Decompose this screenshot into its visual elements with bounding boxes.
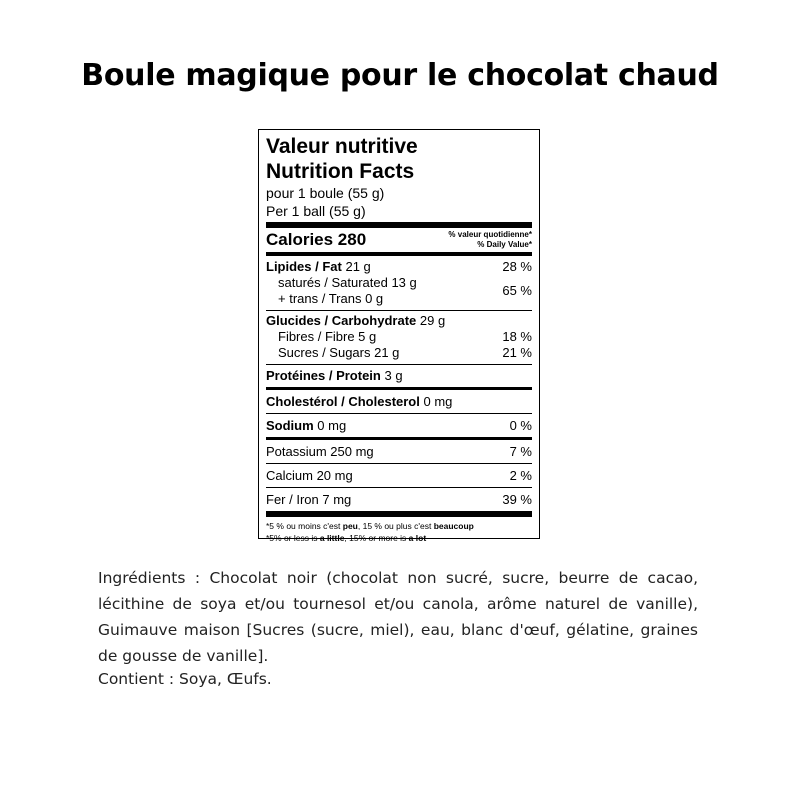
calcium-row	[266, 463, 532, 487]
ingredients-text: Ingrédients : Chocolat noir (chocolat non sucré, sucre, beurre de cacao, lécithine de soya et/ou tournesol et/ou canola, arôme naturel de vanille), Guimauve maison [Sucres (sucre, miel), eau, blanc d'œuf, gélatine, graines de gousse de vanille].	[98, 569, 698, 665]
dv-header-en: % Daily Value*	[477, 240, 532, 249]
fibre-label: Fibres / Fibre 5 g	[278, 329, 377, 344]
page-title: Boule magique pour le chocolat chaud	[81, 58, 719, 93]
footnote-fr: *5 % ou moins c'est peu, 15 % ou plus c'est beaucoup	[266, 521, 474, 531]
sodium-dv: 0 %	[509, 418, 532, 433]
potassium-label: Potassium 250 mg	[266, 444, 374, 459]
sugars-row	[266, 345, 532, 364]
footnote-en: *5% or less is a little, 15% or more is a lot	[266, 533, 427, 543]
calcium-dv: 2 %	[509, 468, 532, 483]
fat-label: Lipides / Fat	[266, 259, 342, 274]
carb-label: Glucides / Carbohydrate	[266, 313, 417, 328]
cholesterol-row	[266, 387, 532, 413]
nutrition-facts-table	[258, 129, 540, 543]
cholesterol-label: Cholestérol / Cholesterol	[266, 394, 420, 409]
calories-label: Calories 280	[266, 230, 367, 249]
trans-fat: + trans / Trans 0 g	[278, 291, 384, 306]
sat-trans-row	[266, 275, 532, 310]
daily-value-header	[448, 230, 532, 250]
calcium-label: Calcium 20 mg	[266, 468, 353, 483]
carb-amount: 29 g	[419, 313, 446, 328]
carb-row	[266, 310, 532, 329]
sugars-dv: 21 %	[502, 345, 532, 360]
fat-row	[266, 256, 532, 275]
iron-row	[266, 487, 532, 511]
potassium-row	[266, 437, 532, 463]
fat-dv: 28 %	[502, 259, 532, 274]
fibre-dv: 18 %	[502, 329, 532, 344]
serving-size-en: Per 1 ball (55 g)	[266, 203, 366, 219]
protein-amount: 3 g	[384, 368, 403, 383]
nutrition-heading-fr: Valeur nutritive	[266, 135, 418, 158]
daily-value-footnote	[266, 511, 532, 544]
sodium-row	[266, 413, 532, 437]
sugars-label: Sucres / Sugars 21 g	[278, 345, 400, 360]
protein-label: Protéines / Protein	[266, 368, 381, 383]
iron-label: Fer / Iron 7 mg	[266, 492, 352, 507]
fibre-row	[266, 329, 532, 345]
fat-amount: 21 g	[345, 259, 371, 274]
calories-row	[266, 222, 532, 253]
sodium-label: Sodium	[266, 418, 314, 433]
sodium-amount: 0 mg	[317, 418, 347, 433]
cholesterol-amount: 0 mg	[423, 394, 453, 409]
dv-header-fr: % valeur quotidienne*	[448, 230, 532, 239]
iron-dv: 39 %	[502, 492, 532, 507]
serving-size-fr: pour 1 boule (55 g)	[266, 185, 385, 201]
sat-trans-lines	[266, 275, 417, 307]
nutrition-heading-en: Nutrition Facts	[266, 160, 415, 183]
saturated-fat: saturés / Saturated 13 g	[278, 275, 417, 290]
potassium-dv: 7 %	[509, 444, 532, 459]
protein-row	[266, 364, 532, 387]
sat-trans-dv: 65 %	[502, 283, 532, 298]
allergens-text: Contient : Soya, Œufs.	[98, 670, 272, 688]
